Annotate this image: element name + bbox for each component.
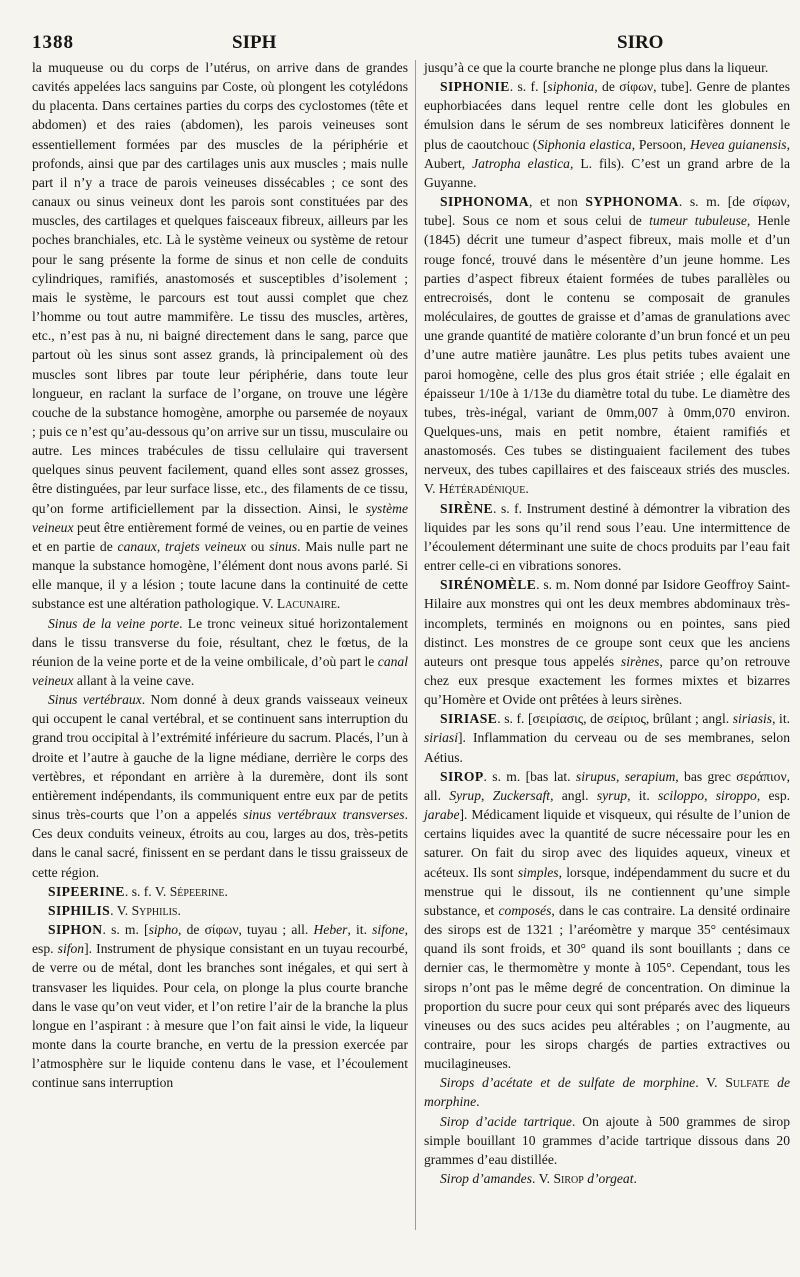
headword: SIPHONOMA [440, 194, 529, 210]
paragraph-siphon-continuation: jusqu’à ce que la courte branche ne plonge plus dans la liqueur. [424, 60, 769, 75]
cross-reference: Hétéradénique [438, 481, 526, 497]
headword: SIPHONIE [440, 79, 510, 95]
cross-reference: Sulfate [725, 1075, 770, 1091]
headword: SIRIASE [440, 711, 498, 727]
entry-sipeerine: SIPEERINE. s. f. V. Sépeerine. [48, 883, 228, 899]
subentry-sinus-veine-porte: Sinus de la veine porte. Le tronc veineux situé horizontalement dans le tissu transverse du foie, résultant, chez le fœtus, de la réunion de la veine porte et de la veine ombilicale, d’où part le canal veineux allant à la veine cave. [32, 615, 408, 688]
entry-siphon: SIPHON. s. m. [sipho, de σίφων, tuyau ; all. Heber, it. sifone, esp. sifon]. Instrument de physique consistant en un tuyau recourbé, de verre ou de métal, dont les branches sont inégales, et qui sert à transvaser les liquides. Pour cela, on plonge la plus courte branche dans le vase qu’on veut vider, et l’on retire l’air de la branche la plus longue en l’aspirant : à mesure que l’on fait ainsi le vide, la liqueur monte dans la courte branche, en vertu de la pression exercée par l’atmosphère sur le liquide contenu dans le vase, et l’écoulement continue sans interruption [32, 922, 409, 1091]
headword: SIRÈNE [440, 500, 494, 516]
subentry-sirops-morphine: Sirops d’acétate et de sulfate de morphine. V. Sulfate de morphine. [424, 1075, 790, 1110]
headword: SIPHON [48, 922, 103, 938]
subentry-sirop-amandes: Sirop d’amandes. V. Sirop d’orgeat. [440, 1171, 637, 1187]
cross-reference: Sirop [553, 1171, 584, 1187]
column-divider [415, 60, 416, 1230]
entry-siphonoma: SIPHONOMA, et non SYPHONOMA. s. m. [de σίφων, tube]. Sous ce nom et sous celui de tumeur tubuleuse, Henle (1845) décrit une tumeur d’aspect fibreux, mais molle et d’un rouge foncé, trouvé dans le mésentère d’un jeune homme. Les parties d’aspect fibreux étaient formées de tubes parallèles ou entrecroisés, dont le contenu se composait de granules moléculaires, de gouttes de graisse et d’amas de granulations avec une grande quantité de matière colorante d’un brun foncé et un peu d’une autre matière jaunâtre. Les plus petits tubes avaient une paroi homogène, celle des plus gros était striée ; elle égalait en épaisseur 1/10e à 1/13e du diamètre total du tube. Le diamètre des tubes, très-inégal, variant de 0mm,007 à 0mm,070 environ. Quelques-uns, mais en petit nombre, étaient ramifiés et anastomosés. Ces tubes se distinguaient facilement des tubes nerveux, des tubes capillaires et des faisceaux striés des muscles. V. Hétéradénique. [424, 194, 790, 497]
entry-siphonie: SIPHONIE. s. f. [siphonia, de σίφων, tube]. Genre de plantes euphorbiacées dans lequel rentre celle dont les globules en émulsion dans le sérum de ses nombreux laticifères donnent le plus de caoutchouc (Siphonia elastica, Persoon, Hevea guianensis, Aubert, Jatropha elastica, L. fils). C’est un grand arbre de la Guyanne. [424, 79, 791, 190]
right-running-head: SIRO [617, 32, 664, 53]
headword: SIPHILIS [48, 902, 111, 918]
headword-variant: SYPHONOMA [585, 194, 679, 210]
subentry-sirop-acide-tartrique: Sirop d’acide tartrique. On ajoute à 500 grammes de sirop simple bouillant 10 grammes d’acide tartrique dissous dans 20 grammes d’eau distillée. [424, 1113, 790, 1167]
headword: SIRÉNOMÈLE [440, 577, 537, 593]
entry-sirene: SIRÈNE. s. f. Instrument destiné à démontrer la vibration des liquides par les sons qu’il rend sous l’eau. Une intermittence de l’écoulement déterminant une suite de chocs produits par l’eau fait entrer celle-ci en vibrations sonores. [424, 500, 790, 574]
entry-siriase: SIRIASE. s. f. [σειρίασις, de σείριος, brûlant ; angl. siriasis, it. siriasi]. Inflammation du cerveau ou de ses membranes, selon Aétius. [424, 711, 791, 765]
subentry-sinus-vertebraux: Sinus vertébraux. Nom donné à deux grands vaisseaux veineux qui occupent le canal vertébral, et se continuent sans interruption du grand trou occipital à l’extrémité inférieure du sacrum. Placés, l’un à droite et l’autre à gauche de la ligne médiane, derrière le corps des vertèbres, et répondant en arrière à la duremère, dont ils sont entièrement indépendants, ils communiquent entre eux par de petits sinus très-courts que l’on a appelés sinus vertébraux transverses. Ces deux conduits veineux, étroits au cou, larges au dos, très-petits dans le canal sacré, finissent en se perdant dans le tissu graisseux de cette région. [32, 692, 408, 880]
entry-sirop: SIROP. s. m. [bas lat. sirupus, serapium, bas grec σεράπιον, all. Syrup, Zuckersaft, angl. syrup, it. sciloppo, siroppo, esp. jarabe]. Médicament liquide et visqueux, qui résulte de l’union de certains liquides avec la quantité de sucre nécessaire pour les en saturer. On fait du sirop avec des liquides aqueux, vineux et acéteux. Ils sont simples, lorsque, indépendamment du sucre et du menstrue qui le dissout, ils ne contiennent qu’une simple substance, et composés, dans le cas contraire. La densité ordinaire des sirops est de 1321 ; l’aréomètre y marque 35° centésimaux quand ils sont froids, et 30° quand ils sont bouillants ; dans ce dernier cas, le thermomètre y monte à 105°. Cependant, tous les sirops n’ont pas le même degré de concentration. On diminue la proportion du sucre pour ceux qui sont préparés avec des liqueurs vineuses ou des sucs acides peu altérables ; on l’augmente, au contraire, pour les sirops chargés de parties extractives ou mucilagineuses. [424, 768, 791, 1072]
cross-reference: Lacunaire [276, 596, 337, 612]
left-running-head: SIPH [232, 32, 277, 53]
cross-reference: Syphilis [131, 902, 178, 918]
entry-sirenomele: SIRÉNOMÈLE. s. m. Nom donné par Isidore Geoffroy Saint-Hilaire aux monstres qui ont les deux membres abdominaux très-incomplets, terminés en moignons ou en pointes, sans pied distinct. Les monstres de ce groupe sont ceux que les anciens auteurs ont presque tous appelés sirènes, parce qu’on retrouve chez eux presque exactement les formes mixtes et bizarres qu’Homère et Ovide ont prêtées à leurs sirènes. [424, 577, 790, 708]
right-column [424, 58, 790, 1188]
left-column [32, 58, 408, 1092]
cross-reference: Sépeerine [169, 883, 225, 899]
headword: SIPEERINE [48, 883, 125, 899]
headword: SIROP [440, 768, 484, 784]
entry-siphilis: SIPHILIS. V. Syphilis. [48, 902, 181, 918]
running-header [32, 30, 790, 56]
page-number: 1388 [32, 32, 74, 53]
paragraph-sinus-continuation: la muqueuse ou du corps de l’utérus, on arrive dans de grandes cavités appelées lacs sanguins par Coste, où plongent les cotylédons du placenta. Dans certaines parties du corps des cyclostomes (tête et abdomen) et des raies (abdomen), les parois veineuses sont essentiellement formées par des muscles de la périphérie et profonds, ainsi que par des cartilages unis aux muscles ; mais nulle part il n’y a trace de parois veineuses dissécables ; ce sont des canaux ou sinus veineux dont les parois sont constituées par des muscles, des cartilages et quelques faisceaux fibreux, ailleurs par les poches branchiales, etc. Là le système veineux ou système de retour pour le sang présente la forme de sinus et non celle de conduits cylindriques, ramifiés, anastomosés et susceptibles d’isolement ; mais le système, le parcours est tout aussi complet que chez l’homme ou tout autre mammifère. Le tissu des muscles, artères, etc., n’est pas à nu, ni baigné directement dans le sang, parce que partout où les sinus sont assez grands, là principalement où des muscles sont libres par toute leur périphérie, dans toute leur longueur, en raclant la surface de l’organe, on trouve une légère couche de la substance homogène, amorphe ou parsemée de noyaux ; puis ce n’est qu’au-dessous qu’on arrive sur un tissu, musculaire ou autre. Les minces trabécules de tissu cellulaire qui traversent quelques sinus peuvent facilement, quand elles sont assez grosses, être distinguées, par leur surface lisse, etc., des filaments de ce tissu, qu’on forme artificiellement par la dissection. Ainsi, le système veineux peut être entièrement formé de veines, ou en partie de veines et en partie de canaux, trajets veineux ou sinus. Mais nulle part ne manque la substance homogène, l’élément dont nous avons parlé. Si elle manque, il y a lésion ; toute lacune dans la continuité de cette substance est une altération pathologique. V. Lacunaire. [32, 60, 408, 612]
